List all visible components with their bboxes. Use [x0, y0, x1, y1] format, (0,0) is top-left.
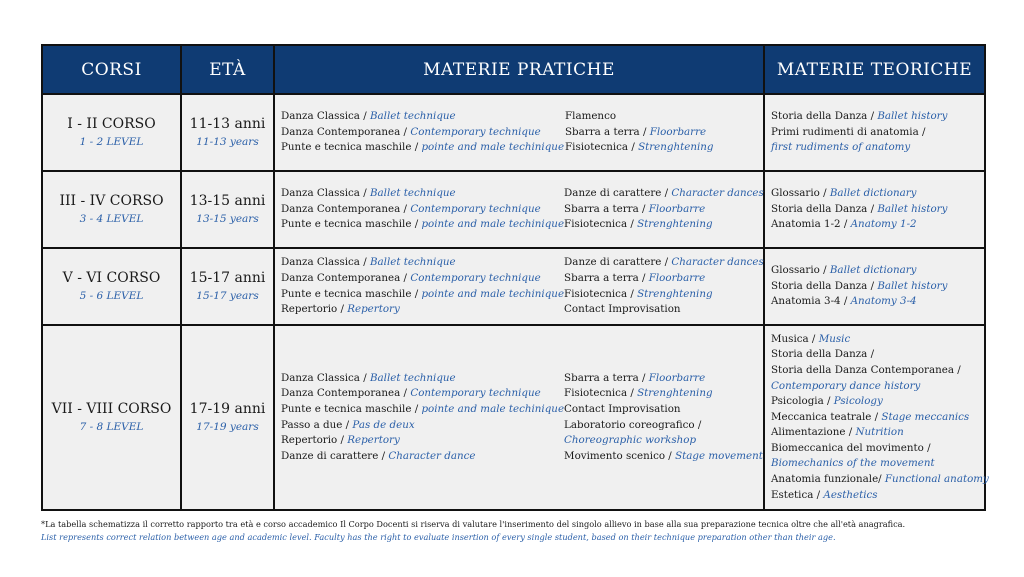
corso-cell [42, 171, 181, 248]
corso-level: 7 - 8 LEVEL [79, 421, 144, 433]
footnote-italian: *La tabella schematizza il corretto rapporto tra età e corso accademico Il Corpo Docenti si riserva di valutare l'inserimento del singolo allievo in base alla sua preparazione tecnica oltre che all'età anagrafica. [41, 519, 906, 529]
pratiche-columns [281, 255, 764, 317]
pratiche-column-2 [565, 109, 757, 156]
pratica-english-text: Choreographic workshop [564, 434, 697, 447]
teorica-line [771, 363, 978, 379]
teorica-line [771, 202, 978, 218]
pratica-line [281, 402, 564, 418]
pratica-line [564, 449, 763, 465]
pratica-english-text: Strenghtening [638, 141, 714, 154]
pratica-line [564, 202, 764, 218]
pratica-italian-text: Danze di carattere / [281, 449, 389, 462]
pratica-line [281, 287, 564, 303]
pratica-line [281, 255, 564, 271]
pratica-english-text: Floorbarre [648, 202, 706, 215]
eta-years: 11-13 years [196, 136, 259, 148]
pratica-line [281, 433, 564, 449]
teorica-english-text: Anatomy 3-4 [850, 295, 917, 308]
teorica-italian-text: Anatomia 1-2 / [771, 218, 851, 231]
materie-pratiche-cell [274, 325, 764, 510]
pratica-english-text: Ballet technique [369, 187, 456, 200]
pratica-italian-text: Fisiotecnica / [565, 141, 639, 154]
pratica-english-text: Strenghtening [637, 218, 713, 231]
teorica-italian-text: Biomeccanica del movimento / [771, 441, 931, 454]
pratica-line [564, 255, 764, 271]
pratiche-column-2 [564, 186, 764, 233]
materie-teoriche-cell [764, 94, 985, 171]
pratiche-columns [281, 371, 763, 465]
pratica-italian-text: Fisiotecnica / [564, 218, 638, 231]
pratica-english-text: Character dances [671, 256, 764, 269]
pratica-line [564, 287, 764, 303]
pratiche-column-1 [281, 109, 565, 156]
teorica-italian-text: Psicologia / [771, 395, 834, 408]
pratica-line [564, 418, 763, 434]
pratica-line [564, 217, 764, 233]
footnote [41, 518, 1001, 544]
teorica-english-text: Nutrition [855, 426, 904, 439]
pratica-english-text: Ballet technique [369, 256, 456, 269]
pratica-line [564, 433, 763, 449]
teorica-line [771, 410, 978, 426]
pratica-italian-text: Danze di carattere / [564, 256, 672, 269]
eta-cell [181, 325, 274, 510]
pratica-italian-text: Contact Improvisation [564, 402, 681, 415]
pratica-italian-text: Repertorio / [281, 434, 348, 447]
pratica-line [281, 125, 565, 141]
pratica-line [564, 186, 764, 202]
teorica-english-text: Anatomy 1-2 [850, 218, 917, 231]
pratica-english-text: Contemporary technique [410, 387, 541, 400]
teorica-italian-text: Anatomia funzionale/ [771, 473, 885, 486]
pratica-line [281, 418, 564, 434]
header-corsi: CORSI [42, 45, 181, 94]
pratiche-columns [281, 109, 757, 156]
teorica-italian-text: Storia della Danza / [771, 348, 875, 361]
materie-pratiche-cell [274, 94, 764, 171]
eta-years: 13-15 years [196, 213, 259, 225]
pratica-english-text: pointe and male techinique [421, 402, 565, 415]
pratica-italian-text: Danza Classica / [281, 371, 370, 384]
pratiche-column-1 [281, 255, 564, 317]
teorica-line [771, 456, 978, 472]
teorica-italian-text: Glossario / [771, 264, 830, 277]
teorica-line [771, 140, 978, 156]
pratica-italian-text: Punte e tecnica maschile / [281, 402, 422, 415]
pratica-english-text: Floorbarre [648, 271, 706, 284]
pratica-english-text: pointe and male techinique [421, 218, 565, 231]
pratica-english-text: Stage movement [675, 449, 763, 462]
pratica-line [564, 302, 764, 318]
pratica-italian-text: Danza Contemporanea / [281, 387, 411, 400]
corso-name: VII - VIII CORSO [51, 401, 172, 417]
table-row [42, 171, 985, 248]
pratica-italian-text: Sbarra a terra / [564, 271, 649, 284]
corso-level: 5 - 6 LEVEL [79, 290, 144, 302]
teorica-english-text: Functional anatomy [884, 473, 989, 486]
pratica-line [281, 109, 565, 125]
teorica-italian-text: Anatomia 3-4 / [771, 295, 851, 308]
pratica-english-text: Contemporary technique [410, 202, 541, 215]
pratica-line [281, 302, 564, 318]
materie-pratiche-cell [274, 248, 764, 325]
pratica-line [281, 371, 564, 387]
pratica-line [565, 140, 757, 156]
teorica-line [771, 441, 978, 457]
pratica-italian-text: Punte e tecnica maschile / [281, 141, 422, 154]
pratica-line [564, 386, 763, 402]
pratica-italian-text: Danza Contemporanea / [281, 202, 411, 215]
teorica-line [771, 488, 978, 504]
corso-name: V - VI CORSO [62, 270, 161, 286]
eta-years: 17-19 years [196, 421, 259, 433]
table-row [42, 94, 985, 171]
pratica-english-text: Contemporary technique [410, 271, 541, 284]
pratica-italian-text: Danza Classica / [281, 256, 370, 269]
teorica-english-text: first rudiments of anatomy [771, 141, 911, 154]
corso-cell [42, 248, 181, 325]
corso-cell [42, 94, 181, 171]
pratica-english-text: pointe and male techinique [421, 141, 565, 154]
teorica-line [771, 472, 989, 488]
pratica-italian-text: Sbarra a terra / [564, 202, 649, 215]
eta-anni: 11-13 anni [189, 116, 266, 132]
header-materie-pratiche: MATERIE PRATICHE [274, 45, 764, 94]
pratica-line [281, 186, 564, 202]
corso-level: 1 - 2 LEVEL [79, 136, 144, 148]
pratica-english-text: Ballet technique [369, 110, 456, 123]
pratica-line [281, 271, 564, 287]
pratica-english-text: Pas de deux [352, 418, 415, 431]
corso-name: I - II CORSO [67, 116, 156, 132]
courses-table-wrapper [41, 44, 989, 511]
pratica-italian-text: Danza Contemporanea / [281, 125, 411, 138]
pratica-line [564, 402, 763, 418]
header-eta: ETÀ [181, 45, 274, 94]
teorica-english-text: Biomechanics of the movement [771, 457, 935, 470]
pratica-line [564, 371, 763, 387]
pratica-italian-text: Flamenco [565, 110, 617, 123]
materie-pratiche-cell [274, 171, 764, 248]
pratica-italian-text: Punte e tecnica maschile / [281, 218, 422, 231]
pratica-line [281, 202, 564, 218]
pratica-line [565, 125, 757, 141]
pratica-italian-text: Fisiotecnica / [564, 387, 638, 400]
teorica-italian-text: Meccanica teatrale / [771, 410, 882, 423]
teorica-line [771, 379, 978, 395]
teorica-english-text: Ballet dictionary [829, 264, 917, 277]
corso-level: 3 - 4 LEVEL [79, 213, 144, 225]
teorica-line [771, 125, 978, 141]
teorica-line [771, 217, 978, 233]
pratiche-columns [281, 186, 764, 233]
teorica-italian-text: Estetica / [771, 488, 824, 501]
pratica-italian-text: Laboratorio coreografico / [564, 418, 702, 431]
pratica-english-text: pointe and male techinique [421, 287, 565, 300]
table-header-row [42, 45, 985, 94]
eta-anni: 17-19 anni [189, 401, 266, 417]
header-materie-teoriche: MATERIE TEORICHE [764, 45, 985, 94]
teorica-line [771, 279, 978, 295]
eta-years: 15-17 years [196, 290, 259, 302]
pratica-line [281, 217, 564, 233]
teorica-italian-text: Alimentazione / [771, 426, 856, 439]
pratiche-column-2 [564, 371, 763, 465]
pratica-italian-text: Movimento scenico / [564, 449, 676, 462]
teorica-english-text: Ballet history [877, 279, 948, 292]
pratiche-column-1 [281, 186, 564, 233]
teorica-line [771, 109, 978, 125]
pratica-english-text: Character dances [671, 187, 764, 200]
pratica-line [565, 109, 757, 125]
teorica-italian-text: Storia della Danza / [771, 202, 878, 215]
pratica-italian-text: Sbarra a terra / [564, 371, 649, 384]
pratica-italian-text: Contact Improvisation [564, 303, 681, 316]
pratica-italian-text: Danza Classica / [281, 187, 370, 200]
pratica-english-text: Strenghtening [637, 387, 713, 400]
pratica-line [281, 449, 564, 465]
corso-cell [42, 325, 181, 510]
pratica-italian-text: Passo a due / [281, 418, 353, 431]
pratica-english-text: Strenghtening [637, 287, 713, 300]
pratica-english-text: Ballet technique [369, 371, 456, 384]
footnote-english: List represents correct relation between age and academic level. Faculty has the right to evaluate insertion of every single student, based on their technique preparation other than their age. [41, 532, 836, 542]
pratica-english-text: Floorbarre [649, 125, 707, 138]
teorica-english-text: Contemporary dance history [771, 379, 921, 392]
pratica-english-text: Repertory [347, 434, 400, 447]
teorica-english-text: Music [818, 332, 851, 345]
table-row [42, 325, 985, 510]
pratiche-column-2 [564, 255, 764, 317]
eta-cell [181, 94, 274, 171]
pratica-english-text: Repertory [347, 303, 400, 316]
materie-teoriche-cell [764, 325, 989, 510]
pratica-italian-text: Danze di carattere / [564, 187, 672, 200]
courses-table [41, 44, 989, 511]
teorica-english-text: Stage meccanics [881, 410, 970, 423]
teorica-english-text: Aesthetics [823, 488, 878, 501]
pratica-english-text: Floorbarre [648, 371, 706, 384]
pratica-english-text: Character dance [388, 449, 476, 462]
pratica-line [564, 271, 764, 287]
pratica-italian-text: Danza Classica / [281, 110, 370, 123]
materie-teoriche-cell [764, 171, 985, 248]
pratica-italian-text: Sbarra a terra / [565, 125, 650, 138]
teorica-line [771, 186, 978, 202]
eta-anni: 13-15 anni [189, 193, 266, 209]
teorica-italian-text: Musica / [771, 332, 819, 345]
teorica-line [771, 332, 978, 348]
pratica-italian-text: Danza Contemporanea / [281, 271, 411, 284]
teorica-english-text: Psicology [833, 395, 883, 408]
pratica-line [281, 140, 565, 156]
teorica-line [771, 425, 978, 441]
pratica-italian-text: Fisiotecnica / [564, 287, 638, 300]
teorica-english-text: Ballet dictionary [829, 187, 917, 200]
eta-anni: 15-17 anni [189, 270, 266, 286]
materie-teoriche-cell [764, 248, 985, 325]
teorica-line [771, 347, 978, 363]
pratica-italian-text: Punte e tecnica maschile / [281, 287, 422, 300]
teorica-italian-text: Storia della Danza Contemporanea / [771, 363, 961, 376]
teorica-line [771, 394, 978, 410]
teorica-italian-text: Storia della Danza / [771, 110, 878, 123]
corso-name: III - IV CORSO [59, 193, 164, 209]
pratica-english-text: Contemporary technique [410, 125, 541, 138]
teorica-italian-text: Storia della Danza / [771, 279, 878, 292]
teorica-line [771, 263, 978, 279]
table-row [42, 248, 985, 325]
pratica-italian-text: Repertorio / [281, 303, 348, 316]
teorica-english-text: Ballet history [877, 110, 948, 123]
pratiche-column-1 [281, 371, 564, 465]
teorica-italian-text: Primi rudimenti di anatomia / [771, 125, 926, 138]
teorica-line [771, 294, 978, 310]
teorica-italian-text: Glossario / [771, 187, 830, 200]
eta-cell [181, 248, 274, 325]
eta-cell [181, 171, 274, 248]
teorica-english-text: Ballet history [877, 202, 948, 215]
pratica-line [281, 386, 564, 402]
